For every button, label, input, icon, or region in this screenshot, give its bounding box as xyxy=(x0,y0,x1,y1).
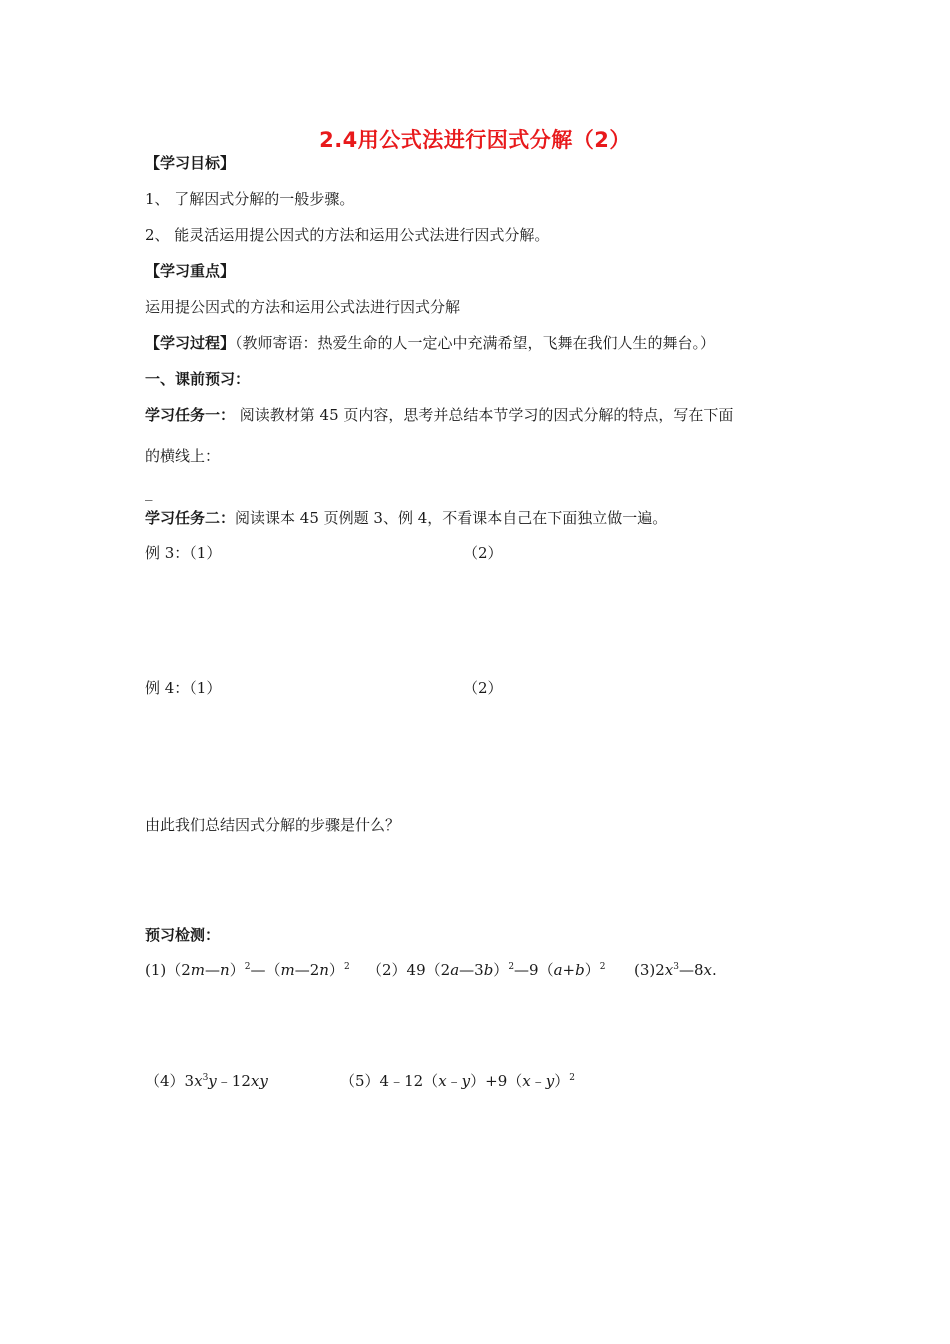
process-note: （教师寄语：热爱生命的人一定心中充满希望，飞舞在我们人生的舞台。） xyxy=(235,334,716,352)
check-problem-5: （5）4﹣12（x﹣y）+9（x﹣y）$^2$ xyxy=(340,1072,575,1090)
objective-1: 1、 了解因式分解的一般步骤。 xyxy=(145,190,355,208)
check-heading: 预习检测： xyxy=(145,926,221,944)
page-title: 2.4用公式法进行因式分解（2） xyxy=(319,128,631,152)
example3-part2-label: （2） xyxy=(463,544,503,562)
answer-blank-line: _ xyxy=(145,483,153,501)
example3-part1-label: 例 3：（1） xyxy=(145,544,222,562)
preview-heading: 一、课前预习： xyxy=(145,370,251,388)
example4-part2-label: （2） xyxy=(463,679,503,697)
task1-text-line1: 阅读教材第 45 页内容，思考并总结本节学习的因式分解的特点，写在下面 xyxy=(235,406,734,424)
task2-text: 阅读课本 45 页例题 3、例 4，不看课本自己在下面独立做一遍。 xyxy=(235,509,668,527)
check-problem-3: $(3)2x^3—8x$. xyxy=(634,961,717,979)
task2-line xyxy=(145,508,667,528)
task2-label: 学习任务二： xyxy=(145,509,236,527)
check-problem-4: $(4)3x^3y﹣12xy$ xyxy=(145,1072,268,1090)
check-problem-1: (1)（2m—n）$^2$—（m—2n）$^2$ xyxy=(145,961,350,979)
key-heading: 【学习重点】 xyxy=(145,262,236,280)
task1-label: 学习任务一： xyxy=(145,406,236,424)
summary-question: 由此我们总结因式分解的步骤是什么？ xyxy=(145,816,401,834)
key-text: 运用提公因式的方法和运用公式法进行因式分解 xyxy=(145,298,461,316)
process-heading: 【学习过程】 xyxy=(145,334,236,352)
task1-text-line2: 的横线上： xyxy=(145,447,221,465)
objectives-heading: 【学习目标】 xyxy=(145,154,236,172)
check-problem-2: $(2)49(2a—3b)^2—9(a+b)^2$ xyxy=(367,961,606,979)
process-line xyxy=(145,333,715,353)
objective-2: 2、 能灵活运用提公因式的方法和运用公式法进行因式分解。 xyxy=(145,226,550,244)
example4-part1-label: 例 4：（1） xyxy=(145,679,222,697)
task1-line1 xyxy=(145,405,733,425)
